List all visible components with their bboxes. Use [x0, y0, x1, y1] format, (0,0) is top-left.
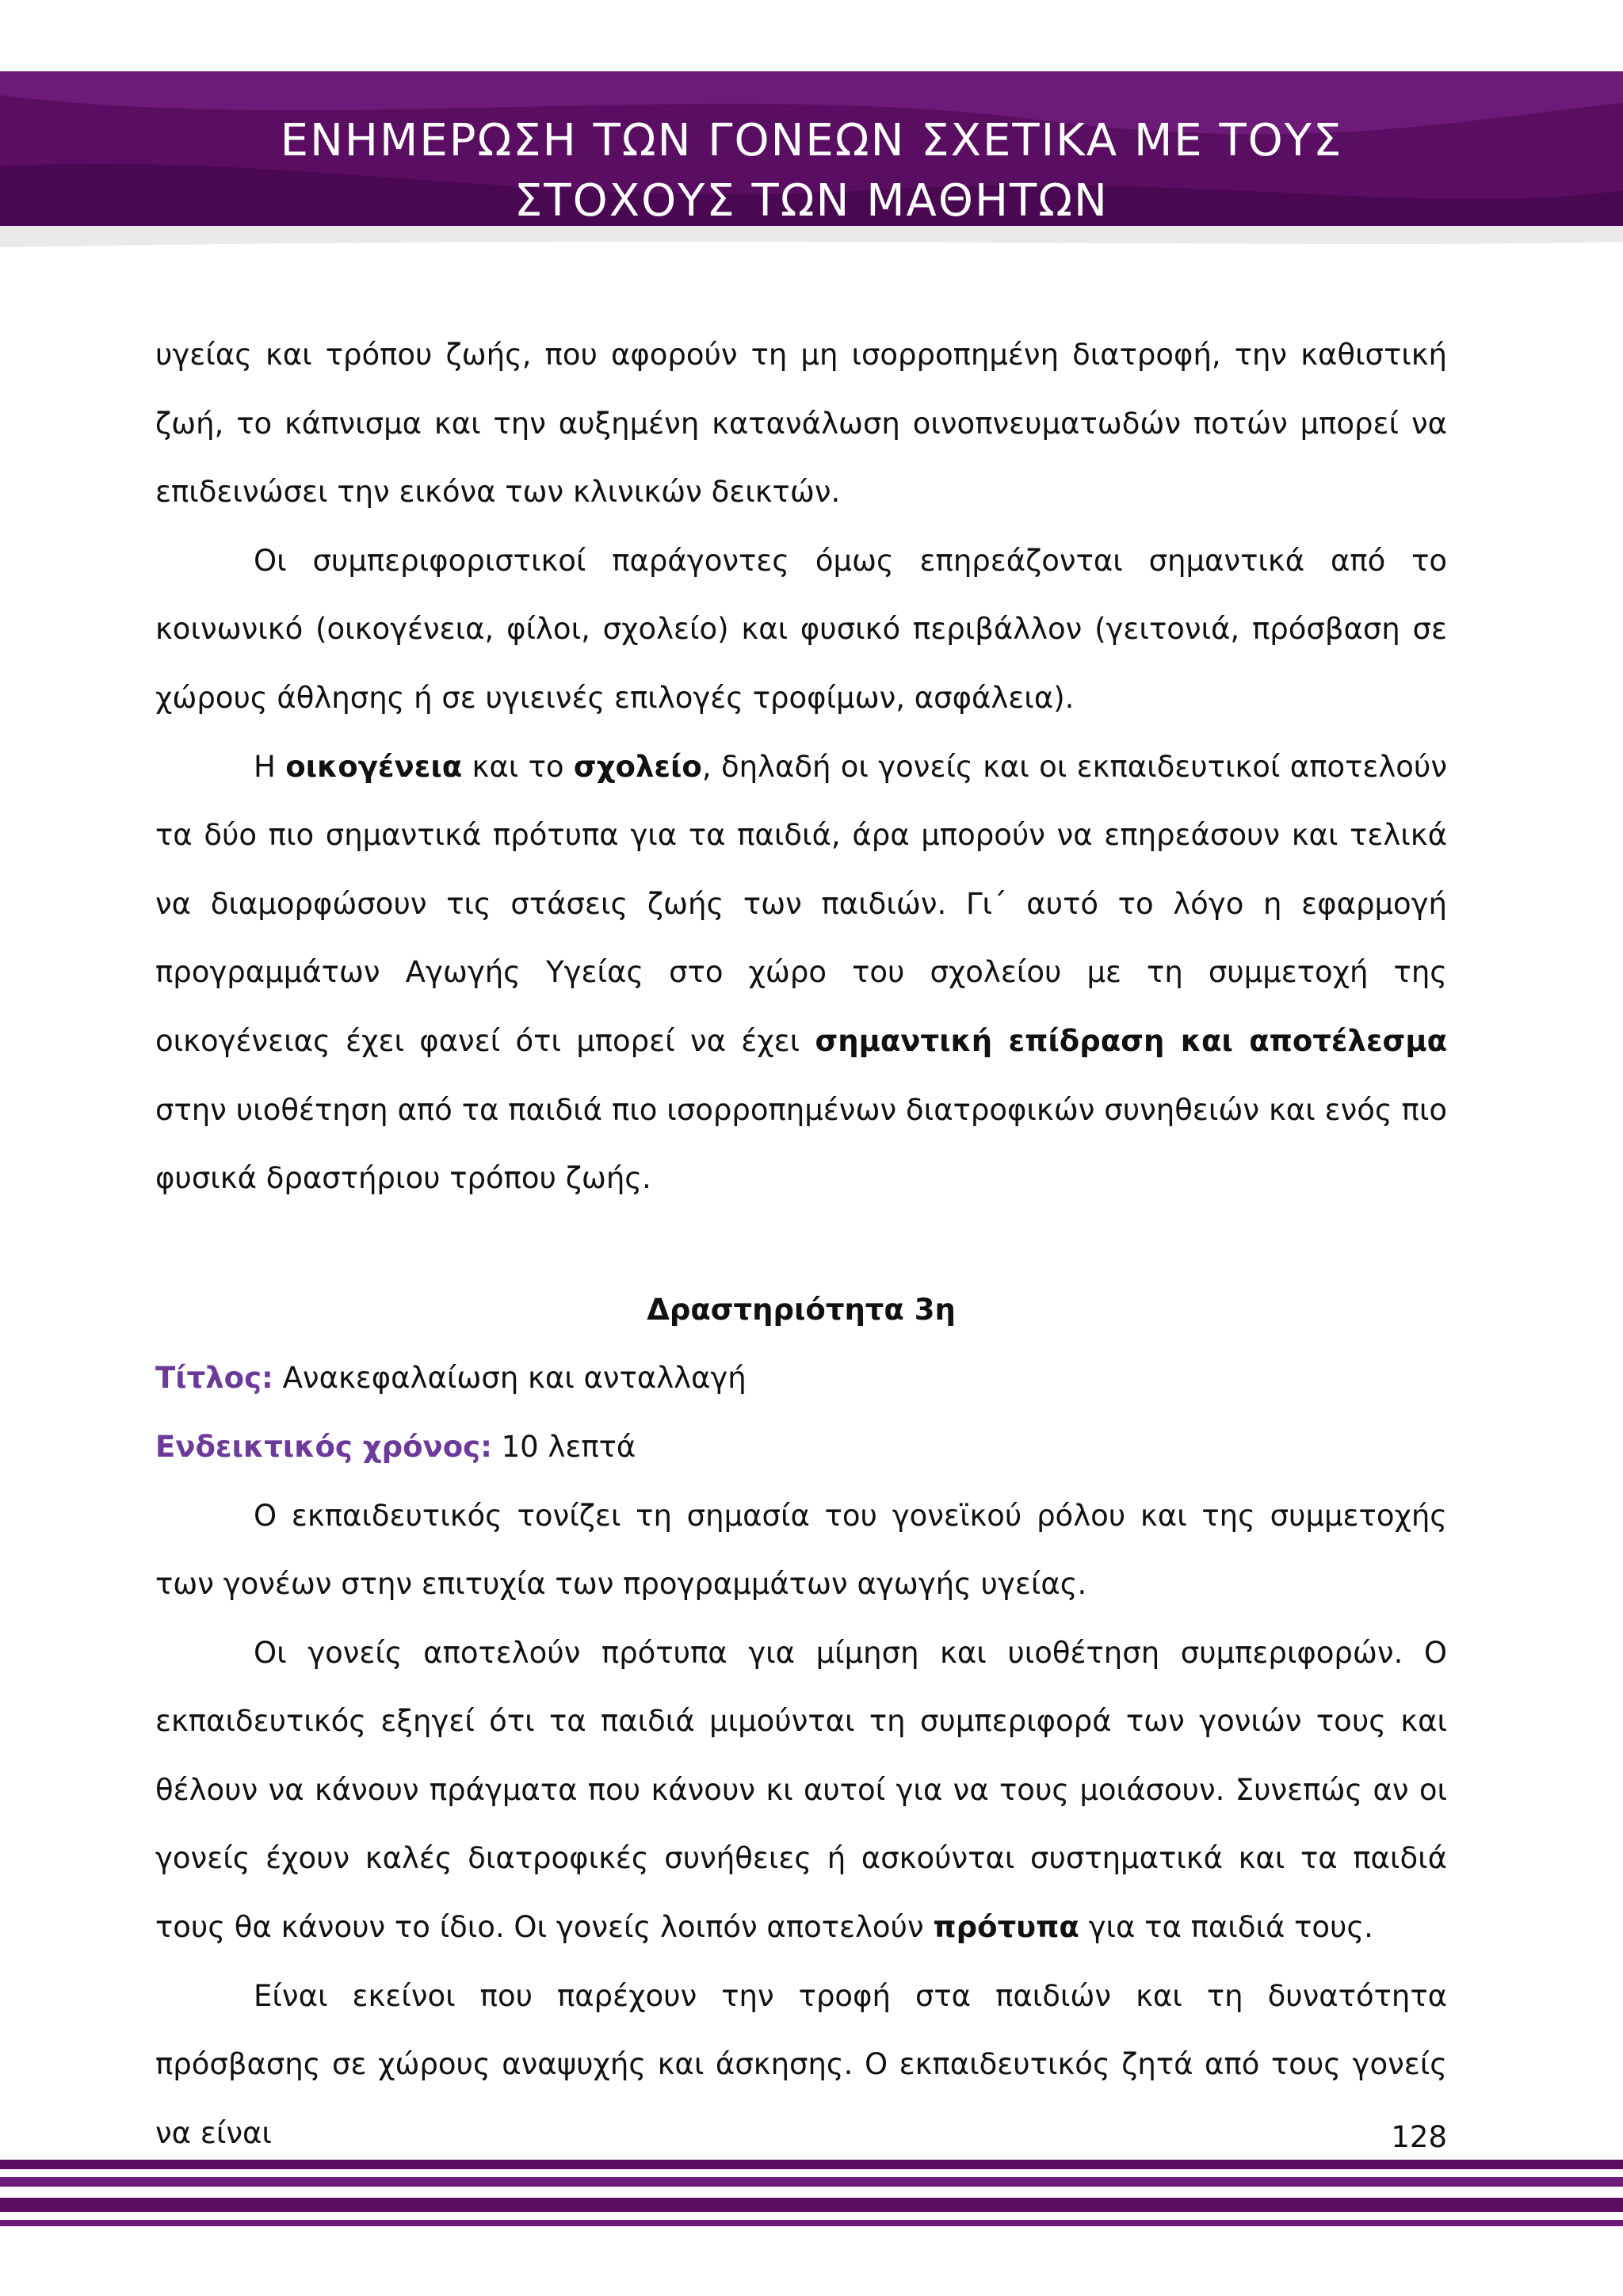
paragraph-6: Είναι εκείνοι που παρέχουν την τροφή στα παιδιών και τη δυνατότητα πρόσβασης σε χώρους αναψυχής και άσκησης. Ο εκπαιδευτικός ζητά από τους γονείς να είναι — [155, 1978, 1447, 2150]
text-run: στην υιοθέτηση από τα παιδιά πιο ισορροπημένων διατροφικών συνηθειών και ενός πιο φυσικά δραστήριου τρόπου ζωής. — [155, 1092, 1447, 1196]
text-run: , δηλαδή οι γονείς και οι εκπαιδευτικοί αποτελούν τα δύο πιο σημαντικά πρότυπα για τα παιδιά, άρα μπορούν να επηρεάσουν και τελικά να διαμορφώσουν τις στάσεις ζωής των παιδιών. Γι΄ αυτό το λόγο η εφαρμογή προγραμμάτων Αγωγής Υγείας στο χώρο του σχολείου με τη συμμετοχή της οικογένειας έχει φανεί ότι μπορεί να έχει — [155, 749, 1447, 1058]
paragraph-3 — [155, 733, 1447, 1213]
title-label: Τίτλος: — [155, 1361, 273, 1396]
paragraph-4: Ο εκπαιδευτικός τονίζει τη σημασία του γονεϊκού ρόλου και της συμμετοχής των γονέων στην επιτυχία των προγραμμάτων αγωγής υγείας. — [155, 1498, 1447, 1602]
spacer — [155, 1213, 1447, 1276]
footer-stripes-decoration — [0, 2160, 1623, 2247]
paragraph-1: υγείας και τρόπου ζωής, που αφορούν τη μη ισορροπημένη διατροφή, την καθιστική ζωή, το κάπνισμα και την αυξημένη κατανάλωση οινοπνευματωδών ποτών μπορεί να επιδεινώσει την εικόνα των κλινικών δεικτών. — [155, 338, 1447, 510]
bold-models: πρότυπα — [933, 1910, 1079, 1945]
page-number: 128 — [1391, 2120, 1447, 2154]
text-run: για τα παιδιά τους. — [1079, 1910, 1373, 1945]
activity-time-line — [155, 1413, 1447, 1482]
footer-stripes — [0, 2160, 1623, 2247]
page-title — [0, 111, 1623, 231]
page-title-line-2: ΣΤΟΧΟΥΣ ΤΩΝ ΜΑΘΗΤΩΝ — [514, 175, 1109, 227]
page-title-line-1: ΕΝΗΜΕΡΩΣΗ ΤΩΝ ΓΟΝΕΩΝ ΣΧΕΤΙΚΑ ΜΕ ΤΟΥΣ — [280, 115, 1343, 166]
bold-impact: σημαντική επίδραση και αποτέλεσμα — [815, 1023, 1447, 1058]
activity-heading: Δραστηριότητα 3η — [647, 1292, 956, 1327]
activity-title-line — [155, 1344, 1447, 1413]
time-label: Ενδεικτικός χρόνος: — [155, 1429, 492, 1464]
title-value: Ανακεφαλαίωση και ανταλλαγή — [273, 1361, 747, 1396]
bold-family: οικογένεια — [285, 749, 463, 784]
document-body — [155, 321, 1447, 2168]
time-value: 10 λεπτά — [491, 1429, 636, 1464]
text-run: και το — [462, 749, 574, 784]
text-run: Οι γονείς αποτελούν πρότυπα για μίμηση και υιοθέτηση συμπεριφορών. Ο εκπαιδευτικός εξηγεί ότι τα παιδιά μιμούνται τη συμπεριφορά των γονιών τους και θέλουν να κάνουν πράγματα που κάνουν κι αυτοί για να τους μοιάσουν. Συνεπώς αν οι γονείς έχουν καλές διατροφικές συνήθειες ή ασκούνται συστηματικά και τα παιδιά τους θα κάνουν το ίδιο. Οι γονείς λοιπόν αποτελούν — [155, 1635, 1447, 1945]
text-run: Η — [254, 749, 286, 784]
paragraph-2: Οι συμπεριφοριστικοί παράγοντες όμως επηρεάζονται σημαντικά από το κοινωνικό (οικογένεια, φίλοι, σχολείο) και φυσικό περιβάλλον (γειτονιά, πρόσβαση σε χώρους άθλησης ή σε υγιεινές επιλογές τροφίμων, ασφάλεια). — [155, 543, 1447, 715]
bold-school: σχολείο — [573, 749, 702, 784]
paragraph-5 — [155, 1619, 1447, 1962]
